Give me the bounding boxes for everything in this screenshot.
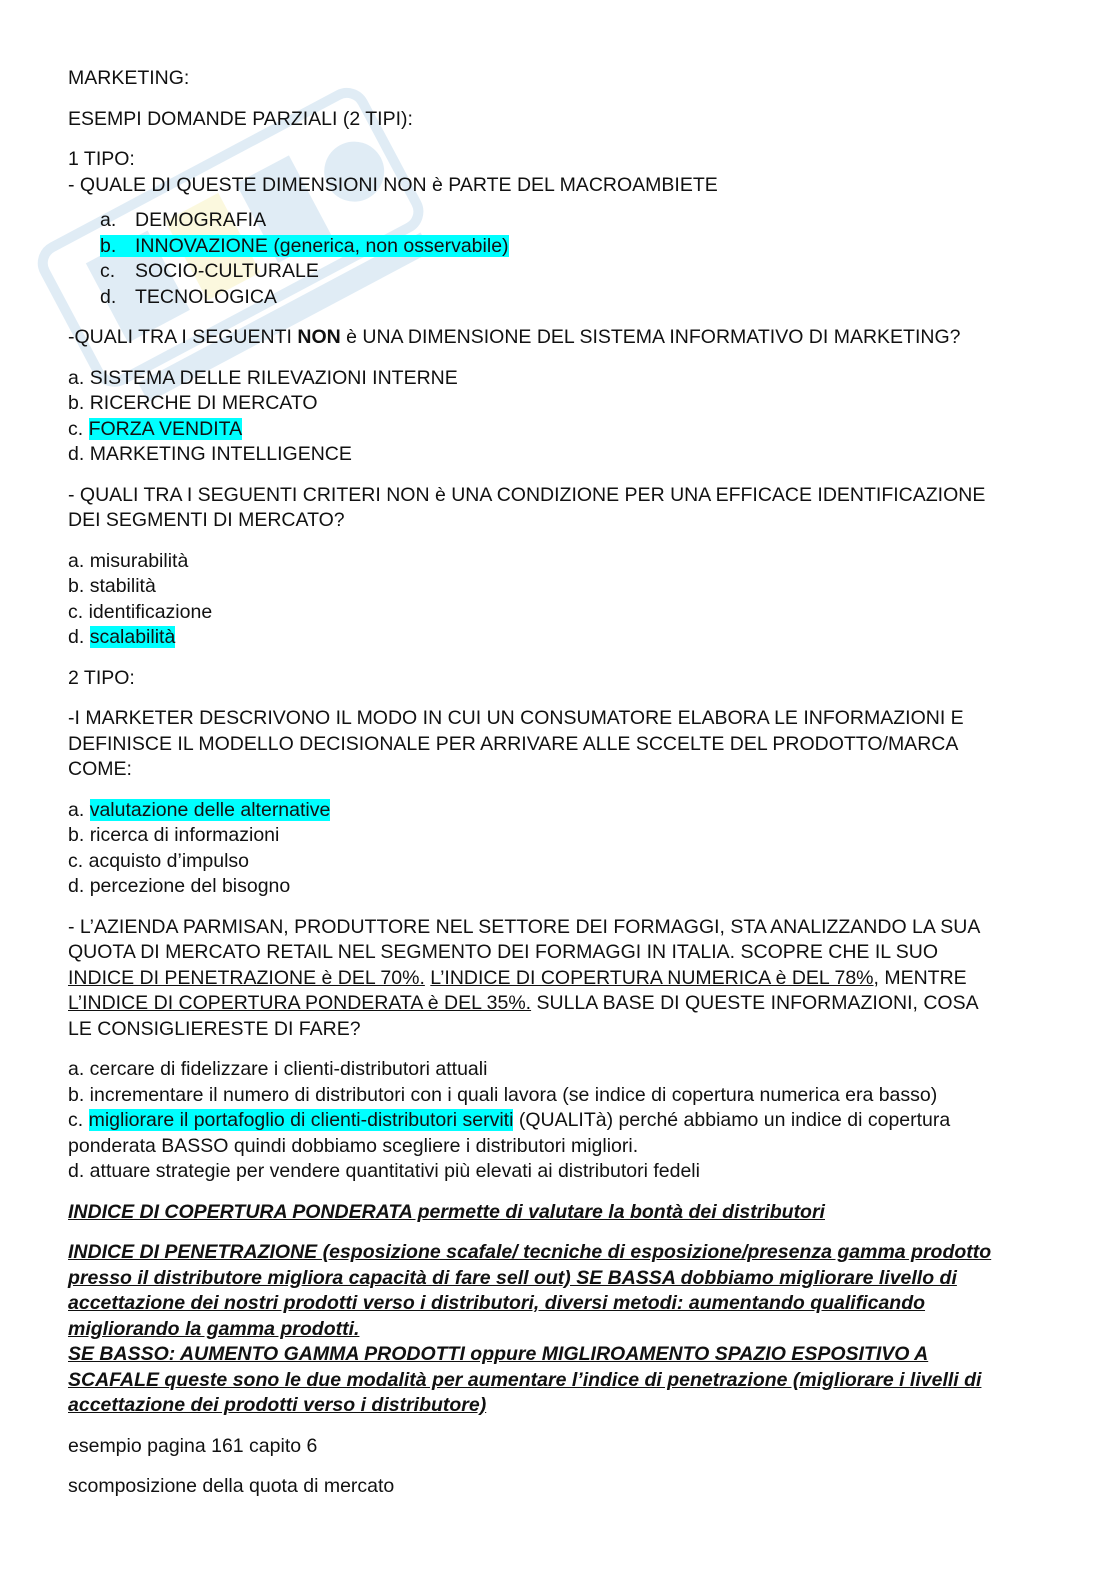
note-line: INDICE DI PENETRAZIONE (esposizione scafale/ tecniche di esposizione/presenza gamma prodotto: [68, 1241, 992, 1263]
option-c: c. acquisto d’impulso: [68, 849, 250, 872]
option-c: c. SOCIO-CULTURALE: [100, 260, 319, 282]
option-d: d. percezione del bisogno: [68, 875, 291, 897]
option-d: d. MARKETING INTELLIGENCE: [68, 443, 352, 465]
option-a: a. valutazione delle alternative: [68, 798, 331, 821]
example-reference: esempio pagina 161 capito 6: [68, 1434, 318, 1457]
question-3-options: [68, 549, 1068, 651]
document-title: MARKETING:: [68, 67, 190, 89]
question-5-line: LE CONSIGLIERESTE DI FARE?: [68, 1017, 361, 1040]
question-1-options: [100, 208, 1068, 310]
option-b: b. ricerca di informazioni: [68, 824, 280, 846]
option-a: a. misurabilità: [68, 549, 189, 572]
note-line: accettazione dei prodotti verso i distributore): [68, 1394, 487, 1416]
note-line: migliorando la gamma prodotti.: [68, 1317, 360, 1340]
question-3-line: - QUALI TRA I SEGUENTI CRITERI NON è UNA CONDIZIONE PER UNA EFFICACE IDENTIFICAZIONE: [68, 483, 986, 506]
question-2-options: [68, 366, 1068, 468]
question-3: [68, 483, 1068, 534]
question-5: [68, 915, 1068, 1043]
option-d: d. TECNOLOGICA: [100, 285, 277, 308]
question-4-line: COME:: [68, 758, 132, 780]
option-d: d. attuare strategie per vendere quantitativi più elevati ai distributori fedeli: [68, 1160, 700, 1182]
question-5-line: QUOTA DI MERCATO RETAIL NEL SEGMENTO DEI FORMAGGI IN ITALIA. SCOPRE CHE IL SUO: [68, 941, 939, 963]
decomposition-text: scomposizione della quota di mercato: [68, 1475, 395, 1497]
note-line: SE BASSO: AUMENTO GAMMA PRODOTTI oppure MIGLIROAMENTO SPAZIO ESPOSITIVO A: [68, 1343, 929, 1365]
option-a: a. cercare di fidelizzare i clienti-distributori attuali: [68, 1058, 488, 1080]
question-2: -QUALI TRA I SEGUENTI NON è UNA DIMENSIONE DEL SISTEMA INFORMATIVO DI MARKETING?: [68, 326, 961, 348]
note-line: SCAFALE queste sono le due modalità per aumentare l’indice di penetrazione (migliorare i livelli di: [68, 1368, 982, 1391]
option-d: d. scalabilità: [68, 626, 176, 648]
question-4-line: DEFINISCE IL MODELLO DECISIONALE PER ARRIVARE ALLE SCCELTE DEL PRODOTTO/MARCA: [68, 732, 959, 755]
note-copertura-ponderata: INDICE DI COPERTURA PONDERATA permette di valutare la bontà dei distributori: [68, 1200, 825, 1223]
question-5-line: - L’AZIENDA PARMISAN, PRODUTTORE NEL SETTORE DEI FORMAGGI, STA ANALIZZANDO LA SUA: [68, 915, 981, 938]
note-line: presso il distributore migliora capacità di fare sell out) SE BASSA dobbiamo migliorare livello di: [68, 1266, 957, 1289]
option-c: c. migliorare il portafoglio di clienti-distributori serviti (QUALITà) perché abbiamo un indice di copertura: [68, 1109, 951, 1131]
document-subtitle: ESEMPI DOMANDE PARZIALI (2 TIPI):: [68, 107, 413, 130]
option-c-continued: ponderata BASSO quindi dobbiamo scegliere i distributori migliori.: [68, 1134, 639, 1157]
type1-section: [68, 147, 1068, 198]
question-5-options: [68, 1057, 1068, 1185]
question-5-line: L’INDICE DI COPERTURA PONDERATA è DEL 35%. SULLA BASE DI QUESTE INFORMAZIONI, COSA: [68, 992, 979, 1014]
option-a: a. SISTEMA DELLE RILEVAZIONI INTERNE: [68, 366, 458, 389]
note-indice-penetrazione: [68, 1240, 1068, 1419]
option-b: b. RICERCHE DI MERCATO: [68, 392, 318, 414]
question-1: - QUALE DI QUESTE DIMENSIONI NON è PARTE DEL MACROAMBIETE: [68, 173, 718, 196]
option-c: c. FORZA VENDITA: [68, 417, 243, 440]
type2-label: 2 TIPO:: [68, 666, 135, 689]
note-line: accettazione dei nostri prodotti verso i distributori, diversi metodi: aumentando qualificando: [68, 1292, 926, 1314]
option-b: b. stabilità: [68, 575, 156, 597]
type1-label: 1 TIPO:: [68, 148, 135, 170]
option-a: a. DEMOGRAFIA: [100, 209, 267, 231]
document-content: [68, 66, 1068, 1515]
option-c: c. identificazione: [68, 600, 213, 623]
question-5-line: INDICE DI PENETRAZIONE è DEL 70%. L’INDICE DI COPERTURA NUMERICA è DEL 78%, MENTRE: [68, 966, 967, 989]
question-4-line: -I MARKETER DESCRIVONO IL MODO IN CUI UN CONSUMATORE ELABORA LE INFORMAZIONI E: [68, 707, 964, 729]
question-4-options: [68, 798, 1068, 900]
option-b: b. INNOVAZIONE (generica, non osservabile): [100, 234, 509, 257]
question-3-line: DEI SEGMENTI DI MERCATO?: [68, 509, 345, 531]
option-b: b. incrementare il numero di distributori con i quali lavora (se indice di copertura numerica era basso): [68, 1083, 938, 1106]
question-4: [68, 706, 1068, 783]
